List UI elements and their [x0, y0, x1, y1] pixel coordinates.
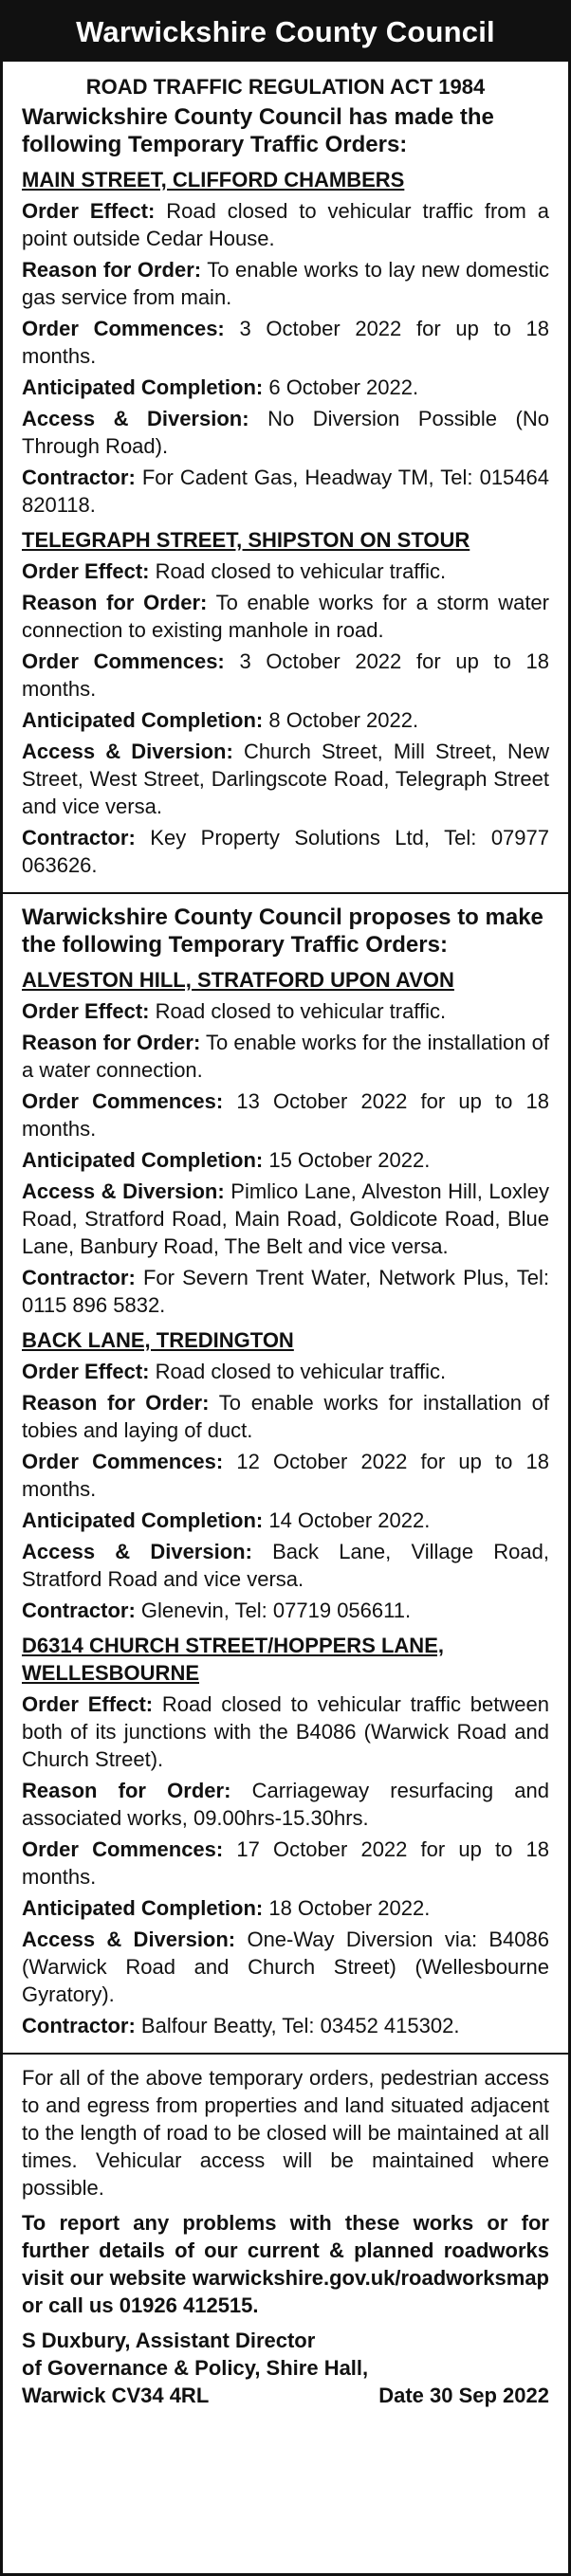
field-value: 3 October 2022 for up to 18 months.: [22, 649, 549, 701]
order-completion: [22, 1507, 549, 1534]
council-banner: Warwickshire County Council: [3, 3, 568, 62]
signatory-address: Warwick CV34 4RL: [22, 2384, 210, 2407]
field-label: Contractor:: [22, 1599, 136, 1622]
field-value: Road closed to vehicular traffic.: [155, 559, 447, 583]
field-label: Access & Diversion:: [22, 1540, 252, 1563]
field-value: To enable works for the installation of a water connection.: [22, 1031, 549, 1082]
order-contractor: [22, 464, 549, 519]
order-location: BACK LANE, TREDINGTON: [22, 1328, 294, 1352]
field-label: Reason for Order:: [22, 591, 208, 614]
order-effect: [22, 1358, 549, 1385]
field-label: Anticipated Completion:: [22, 375, 264, 399]
order-commences: [22, 315, 549, 370]
order-completion: [22, 706, 549, 734]
field-label: Reason for Order:: [22, 1779, 231, 1802]
order-access: [22, 1926, 549, 2008]
field-label: Anticipated Completion:: [22, 1896, 264, 1920]
field-value: For Severn Trent Water, Network Plus, Tel: 0115 896 5832.: [22, 1266, 549, 1317]
field-label: Contractor:: [22, 466, 136, 489]
order-commences: [22, 1087, 549, 1142]
order-completion: [22, 1894, 549, 1922]
field-value: 15 October 2022.: [268, 1148, 431, 1172]
order-location: D6314 CHURCH STREET/HOPPERS LANE, WELLESBOURNE: [22, 1634, 444, 1685]
field-value: Road closed to vehicular traffic.: [155, 1360, 447, 1383]
field-label: Anticipated Completion:: [22, 1508, 264, 1532]
notice-date: Date 30 Sep 2022: [378, 2384, 549, 2407]
field-label: Contractor:: [22, 2014, 136, 2037]
field-value: 12 October 2022 for up to 18 months.: [22, 1450, 549, 1501]
order-commences: [22, 648, 549, 703]
order-item: [22, 1632, 549, 2039]
order-effect: [22, 197, 549, 252]
field-value: Pimlico Lane, Alveston Hill, Loxley Road, Stratford Road, Main Road, Goldicote Road, Blue Lane, Banbury Road, The Belt and vice versa.: [22, 1179, 549, 1258]
act-title: ROAD TRAFFIC REGULATION ACT 1984: [85, 75, 486, 99]
order-effect: [22, 1690, 549, 1773]
order-commences: [22, 1836, 549, 1891]
order-item: [22, 526, 549, 879]
order-reason: [22, 1029, 549, 1084]
order-reason: [22, 1777, 549, 1832]
field-value: 13 October 2022 for up to 18 months.: [22, 1089, 549, 1141]
field-label: Order Commences:: [22, 649, 225, 673]
field-label: Contractor:: [22, 1266, 136, 1289]
field-label: Order Effect:: [22, 999, 150, 1023]
intro-proposes: Warwickshire County Council proposes to make the following Temporary Traffic Orders:: [22, 904, 543, 958]
order-item: [22, 1326, 549, 1624]
field-value: One-Way Diversion via: B4086 (Warwick Road and Church Street) (Wellesbourne Gyratory).: [22, 1927, 549, 2006]
field-label: Anticipated Completion:: [22, 1148, 264, 1172]
field-label: Contractor:: [22, 826, 136, 850]
field-label: Reason for Order:: [22, 258, 202, 282]
notice-content: [3, 62, 568, 2409]
field-label: Order Commences:: [22, 317, 225, 340]
field-value: For Cadent Gas, Headway TM, Tel: 015464 820118.: [22, 466, 549, 517]
field-label: Order Effect:: [22, 1360, 150, 1383]
field-value: Church Street, Mill Street, New Street, West Street, Darlingscote Road, Telegraph Street and vice versa.: [22, 740, 549, 818]
order-reason: [22, 256, 549, 311]
order-reason: [22, 1389, 549, 1444]
order-contractor: [22, 2012, 549, 2039]
field-label: Order Commences:: [22, 1089, 224, 1113]
order-access: [22, 1178, 549, 1260]
order-access: [22, 738, 549, 820]
signoff-lastline: [22, 2382, 549, 2409]
order-location: MAIN STREET, CLIFFORD CHAMBERS: [22, 168, 405, 192]
order-completion: [22, 374, 549, 401]
field-value: 8 October 2022.: [268, 708, 419, 732]
order-effect: [22, 557, 549, 585]
field-value: 6 October 2022.: [268, 375, 419, 399]
field-label: Anticipated Completion:: [22, 708, 264, 732]
order-reason: [22, 589, 549, 644]
field-label: Order Effect:: [22, 559, 150, 583]
field-label: Access & Diversion:: [22, 407, 249, 430]
order-item: [22, 166, 549, 519]
field-value: Back Lane, Village Road, Stratford Road and vice versa.: [22, 1540, 550, 1591]
order-item: [22, 966, 549, 1319]
report-info: To report any problems with these works or for further details of our current & planned roadworks visit our website warwickshire.gov.uk/roadworksmap or call us 01926 412515.: [22, 2211, 549, 2317]
field-value: Road closed to vehicular traffic between both of its junctions with the B4086 (Warwick Road and Church Street).: [22, 1692, 549, 1771]
field-label: Order Commences:: [22, 1837, 224, 1861]
field-label: Access & Diversion:: [22, 1927, 236, 1951]
order-contractor: [22, 1264, 549, 1319]
field-label: Access & Diversion:: [22, 1179, 225, 1203]
intro-made: Warwickshire County Council has made the following Temporary Traffic Orders:: [22, 104, 494, 157]
signoff-block: [22, 2327, 549, 2409]
field-label: Reason for Order:: [22, 1391, 210, 1415]
field-value: 17 October 2022 for up to 18 months.: [22, 1837, 549, 1889]
field-value: No Diversion Possible (No Through Road).: [22, 407, 549, 458]
section-divider: [3, 2053, 568, 2055]
field-value: To enable works to lay new domestic gas service from main.: [22, 258, 549, 309]
field-label: Access & Diversion:: [22, 740, 233, 763]
field-label: Order Effect:: [22, 199, 156, 223]
field-value: Road closed to vehicular traffic from a point outside Cedar House.: [22, 199, 549, 250]
order-access: [22, 405, 549, 460]
field-value: Carriageway resurfacing and associated works, 09.00hrs-15.30hrs.: [22, 1779, 549, 1830]
field-label: Reason for Order:: [22, 1031, 201, 1054]
order-access: [22, 1538, 549, 1593]
order-location: TELEGRAPH STREET, SHIPSTON ON STOUR: [22, 528, 470, 552]
section-divider: [3, 892, 568, 894]
field-value: Key Property Solutions Ltd, Tel: 07977 063626.: [22, 826, 549, 877]
order-commences: [22, 1448, 549, 1503]
field-value: 18 October 2022.: [268, 1896, 431, 1920]
order-contractor: [22, 824, 549, 879]
field-value: Balfour Beatty, Tel: 03452 415302.: [140, 2014, 460, 2037]
signatory-dept: of Governance & Policy, Shire Hall,: [22, 2356, 369, 2380]
order-location: ALVESTON HILL, STRATFORD UPON AVON: [22, 968, 454, 992]
order-completion: [22, 1146, 549, 1174]
field-value: To enable works for installation of tobies and laying of duct.: [22, 1391, 549, 1442]
field-value: To enable works for a storm water connection to existing manhole in road.: [22, 591, 549, 642]
field-value: Glenevin, Tel: 07719 056611.: [140, 1599, 412, 1622]
access-statement: For all of the above temporary orders, pedestrian access to and egress from properties and land situated adjacent to the length of road to be closed will be maintained at all times. Vehicular access will be maintained where possible.: [22, 2066, 549, 2200]
field-label: Order Effect:: [22, 1692, 154, 1716]
field-label: Order Commences:: [22, 1450, 224, 1473]
proposed-orders-list: [22, 966, 549, 2039]
field-value: 14 October 2022.: [268, 1508, 431, 1532]
order-contractor: [22, 1597, 549, 1624]
made-orders-list: [22, 166, 549, 879]
order-effect: [22, 997, 549, 1025]
field-value: Road closed to vehicular traffic.: [155, 999, 447, 1023]
field-value: 3 October 2022 for up to 18 months.: [22, 317, 549, 368]
signatory-name: S Duxbury, Assistant Director: [22, 2329, 316, 2352]
